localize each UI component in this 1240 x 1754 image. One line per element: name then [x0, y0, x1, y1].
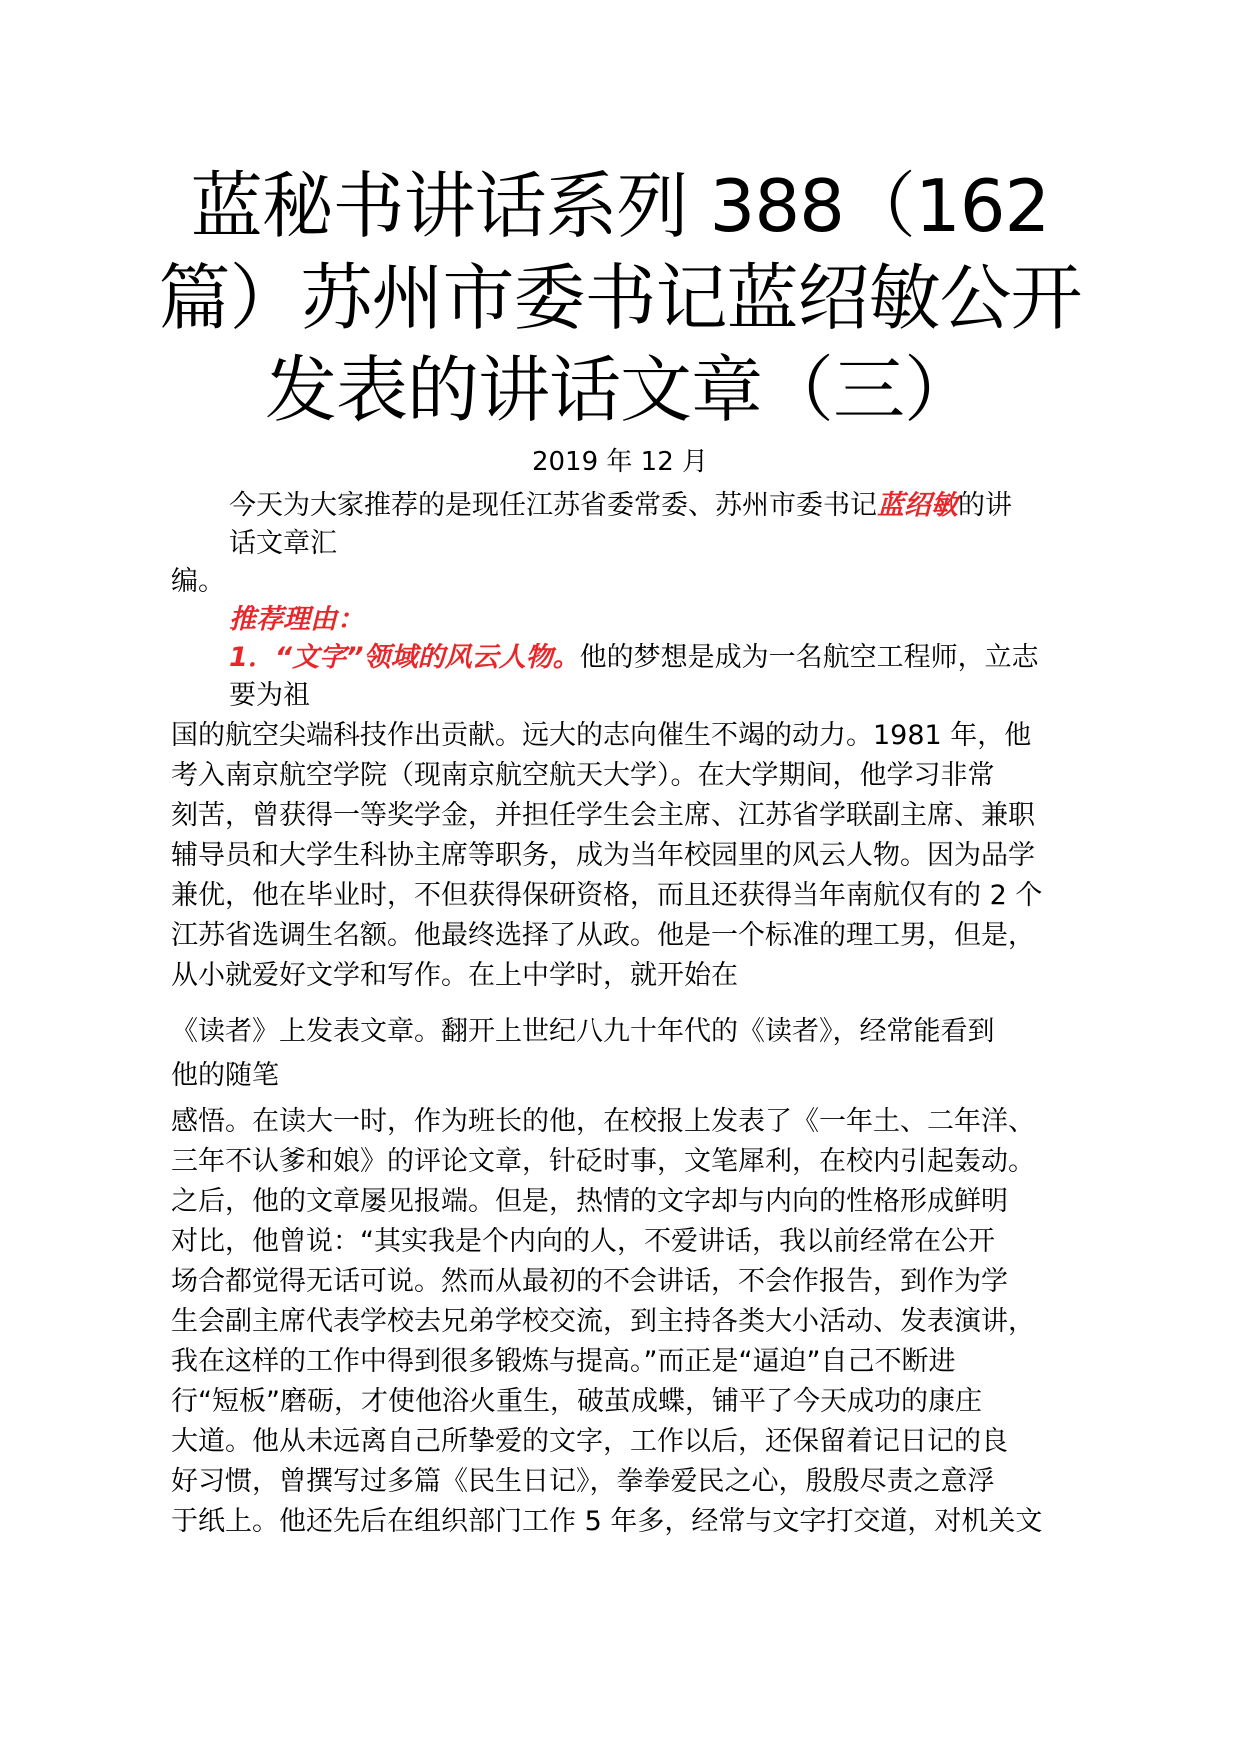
body-line-reader: 《读者》上发表文章。翻开上世纪八九十年代的《读者》，经常能看到 — [171, 1016, 995, 1047]
body-line: 感悟。在读大一时，作为班长的他，在校报上发表了《一年土、二年洋、 — [171, 1106, 1035, 1137]
reason-item-1-text: 他的梦想是成为一名航空工程师，立志 — [579, 642, 1039, 673]
intro-text-after: 的讲 — [958, 490, 1012, 521]
reason-item-1 — [229, 638, 1039, 678]
reason-heading: 推荐理由： — [229, 604, 364, 635]
body-line-suibi: 他的随笔 — [171, 1060, 279, 1091]
body-line: 于纸上。他还先后在组织部门工作 5 年多，经常与文字打交道，对机关文 — [171, 1506, 1043, 1537]
body-line: 生会副主席代表学校去兄弟学校交流，到主持各类大小活动、发表演讲， — [171, 1306, 1035, 1337]
highlighted-name: 蓝绍敏 — [877, 490, 958, 521]
body-line: 之后，他的文章屡见报端。但是，热情的文字却与内向的性格形成鲜明 — [171, 1186, 1008, 1217]
title-line-2: 篇）苏州市委书记蓝绍敏公开 — [158, 256, 1082, 340]
intro-line-1 — [229, 486, 1012, 526]
body-line: 好习惯，曾撰写过多篇《民生日记》，拳拳爱民之心，殷殷尽责之意浮 — [171, 1466, 995, 1497]
body-line: 兼优，他在毕业时，不但获得保研资格，而且还获得当年南航仅有的 2 个 — [171, 880, 1043, 911]
body-line: 场合都觉得无话可说。然而从最初的不会讲话，不会作报告，到作为学 — [171, 1266, 1008, 1297]
body-line: 考入南京航空学院（现南京航空航天大学）。在大学期间，他学习非常 — [171, 760, 995, 791]
document-date: 2019 年 12 月 — [531, 447, 709, 477]
title-line-1: 蓝秘书讲话系列 388（162 — [190, 164, 1050, 248]
title-line-3: 发表的讲话文章（三） — [264, 348, 975, 432]
intro-line-2: 话文章汇 — [229, 528, 337, 559]
body-line: 江苏省选调生名额。他最终选择了从政。他是一个标准的理工男，但是， — [171, 920, 1035, 951]
reason-item-1-label: 1．“文字”领域的风云人物。 — [229, 642, 580, 673]
body-line: 国的航空尖端科技作出贡献。远大的志向催生不竭的动力。1981 年，他 — [171, 720, 1032, 751]
document-title — [150, 160, 1090, 436]
reason-item-1-continuation: 要为祖 — [229, 680, 310, 711]
body-line: 行“短板”磨砺，才使他浴火重生，破茧成蝶，铺平了今天成功的康庄 — [171, 1386, 982, 1417]
body-line: 从小就爱好文学和写作。在上中学时，就开始在 — [171, 960, 738, 991]
body-line: 大道。他从未远离自己所挚爱的文字，工作以后，还保留着记日记的良 — [171, 1426, 1008, 1457]
intro-line-3: 编。 — [171, 566, 225, 597]
body-line: 对比，他曾说：“其实我是个内向的人，不爱讲话，我以前经常在公开 — [171, 1226, 995, 1257]
body-line: 三年不认爹和娘》的评论文章，针砭时事，文笔犀利，在校内引起轰动。 — [171, 1146, 1035, 1177]
body-line: 刻苦，曾获得一等奖学金，并担任学生会主席、江苏省学联副主席、兼职 — [171, 800, 1035, 831]
body-line: 我在这样的工作中得到很多锻炼与提高。”而正是“逼迫”自己不断进 — [171, 1346, 956, 1377]
body-line: 辅导员和大学生科协主席等职务，成为当年校园里的风云人物。因为品学 — [171, 840, 1035, 871]
intro-text-before: 今天为大家推荐的是现任江苏省委常委、苏州市委书记 — [229, 490, 877, 521]
